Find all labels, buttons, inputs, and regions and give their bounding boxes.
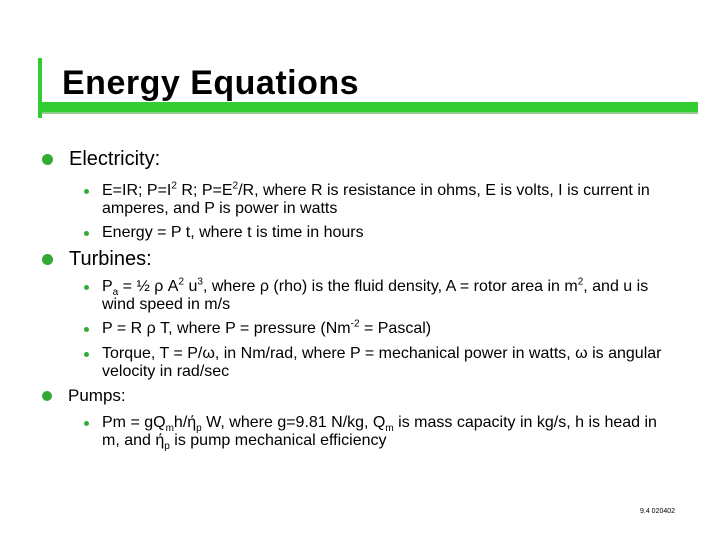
slide-title: Energy Equations [62, 64, 360, 102]
sub-bullet-icon [84, 231, 89, 236]
sub-bullet-icon [84, 421, 89, 426]
section-label-pumps: Pumps: [68, 386, 126, 405]
bullet-icon [42, 254, 53, 265]
list-item-turbines-3: Torque, T = P/ω, in Nm/rad, where P = mechanical power in watts, ω is angular velocity in rad/sec [84, 345, 664, 381]
sub-bullet-icon [84, 352, 89, 357]
list-item-electricity-1: E=IR; $P=I^2$ R; $P=E^2/R$, where R is resistance in ohms, E is volts, I is current in amperes, and P is power in watts [84, 182, 664, 218]
sub-bullet-icon [84, 189, 89, 194]
section-label-turbines: Turbines: [69, 248, 152, 270]
section-pumps [42, 386, 126, 406]
list-item-turbines-2: P = R ρ T, where P = pressure ($Nm^{-2}$ = Pascal) [84, 320, 664, 338]
list-item-turbines-1: $P_a$ = ½ ρ $A^2$ $u^3$, where ρ (rho) is the fluid density, A = rotor area in $m^2$, and u is wind speed in m/s [84, 278, 664, 314]
sub-bullet-icon [84, 285, 89, 290]
sub-bullet-icon [84, 327, 89, 332]
bullet-icon [42, 391, 52, 401]
section-turbines [42, 248, 152, 271]
slide-footer-code: 9.4 020402 [640, 508, 676, 515]
list-item-pumps-1: $Pm = gQ_mh/ή_p$ W, where g=9.81 N/kg, $Q_m$ is mass capacity in kg/s, h is head in m, and $ή_p$ is pump mechanical efficiency [84, 414, 664, 450]
list-item-electricity-2: Energy = P t, where t is time in hours [84, 224, 664, 242]
section-label-electricity: Electricity: [69, 148, 161, 170]
bullet-icon [42, 154, 53, 165]
section-electricity [42, 148, 160, 171]
